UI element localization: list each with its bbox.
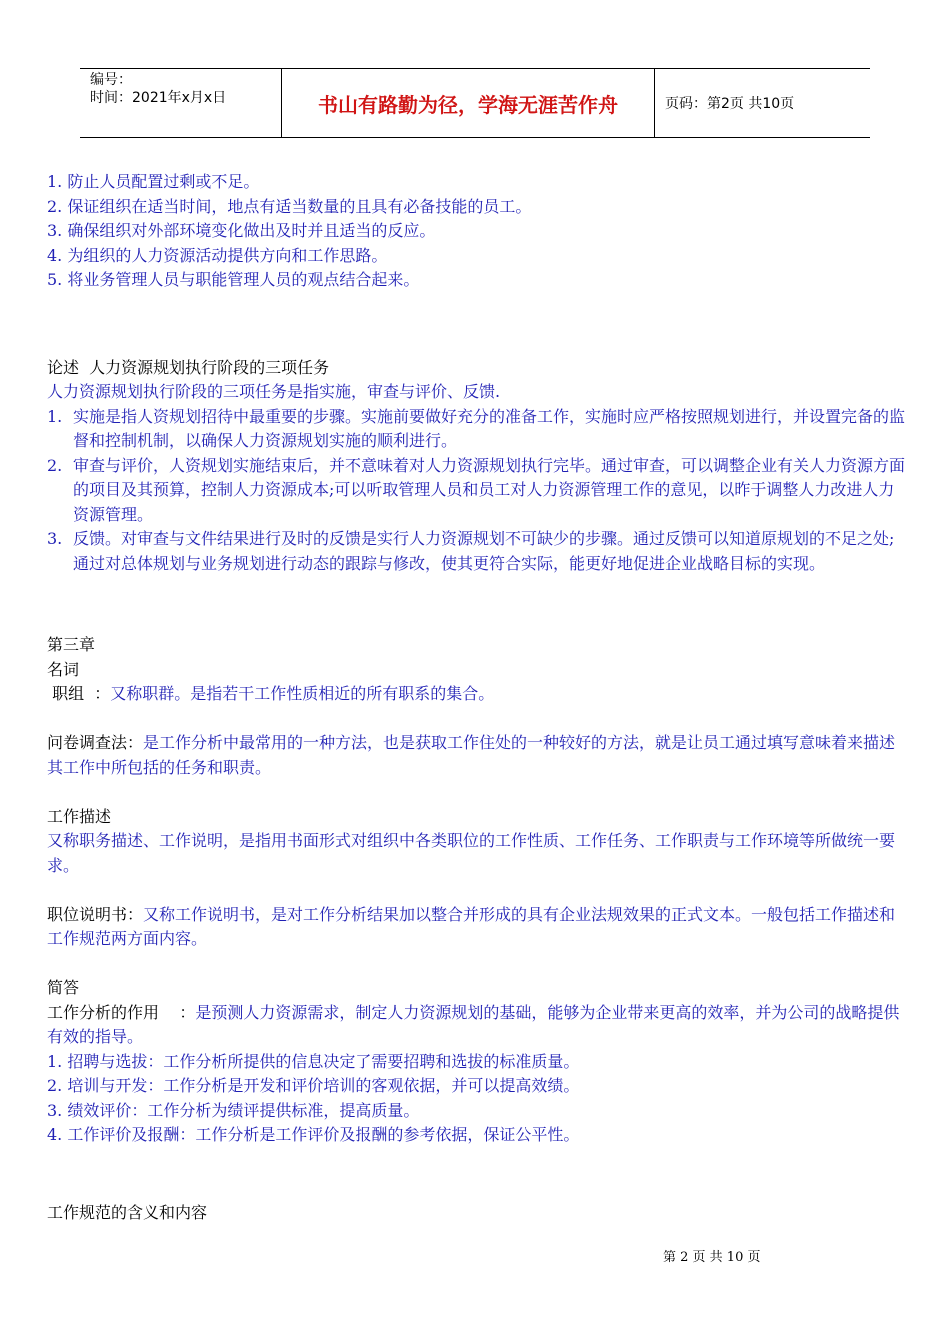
job-analysis-role: [47, 1001, 905, 1050]
term-questionnaire: [47, 731, 905, 780]
list-item: 1. 招聘与选拔：工作分析所提供的信息决定了需要招聘和选拔的标准质量。: [47, 1051, 580, 1071]
essay-task-list: [47, 405, 905, 577]
list-item: 3. 确保组织对外部环境变化做出及时并且适当的反应。: [47, 221, 436, 240]
list-item: [47, 405, 905, 454]
list-item: 1. 防止人员配置过剩或不足。: [47, 172, 260, 191]
item-number: 2.: [47, 455, 63, 475]
term-definition: 是工作分析中最常用的一种方法，也是获取工作住处的一种较好的方法，就是让员工通过填写意味着来描述其工作中所包括的任务和职责。: [47, 733, 896, 777]
motto-text: 书山有路勤为径，学海无涯苦作舟: [318, 92, 618, 117]
header-left-cell: [80, 69, 282, 137]
role-list: [47, 1050, 905, 1148]
header-page-cell: [655, 69, 870, 137]
list-item: 4. 为组织的人力资源活动提供方向和工作思路。: [47, 245, 388, 265]
item-text: 审查与评价，人资规划实施结束后，并不意味着对人力资源规划执行完毕。通过审查，可以调整企业有关人力资源方面的项目及其预算，控制人力资源成本;可以听取管理人员和员工对人力资源管理工作的意见，以昨于调整人力改进人力资源管理。: [73, 455, 906, 524]
list-item: 4. 工作评价及报酬：工作分析是工作评价及报酬的参考依据，保证公平性。: [47, 1125, 580, 1144]
item-text: 反馈。对审查与文件结果进行及时的反馈是实行人力资源规划不可缺少的步骤。通过反馈可以知道原规划的不足之处;通过对总体规划与业务规划进行动态的跟踪与修改，使其更符合实际，能更好地促进企业战略目标的实现。: [73, 529, 895, 573]
list-item: [47, 454, 905, 528]
list-item: 3. 绩效评价：工作分析为绩评提供标准，提高质量。: [47, 1100, 420, 1120]
role-definition: 是预测人力资源需求，制定人力资源规划的基础，能够为企业带来更高的效率，并为公司的战略提供有效的指导。: [47, 1002, 900, 1046]
term-label: 职组 ：: [47, 684, 111, 703]
item-number: 1.: [47, 406, 63, 426]
term-definition: 又称职群。是指若干工作性质相近的所有职系的集合。: [110, 684, 495, 703]
purpose-list: [47, 170, 905, 293]
list-item: 2. 保证组织在适当时间，地点有适当数量的且具有必备技能的员工。: [47, 196, 532, 216]
header-motto-cell: [282, 69, 655, 137]
short-answer-heading: 简答: [47, 978, 80, 997]
term-definition: 又称工作说明书，是对工作分析结果加以整合并形成的具有企业法规效果的正式文本。一般包括工作描述和工作规范两方面内容。: [47, 904, 896, 948]
term-job-description: [47, 805, 905, 879]
item-text: 实施是指人资规划招待中最重要的步骤。实施前要做好充分的准备工作，实施时应严格按照规划进行，并设置完备的监督和控制机制，以确保人力资源规划实施的顺利进行。: [73, 406, 906, 450]
number-label: 编号：: [90, 72, 132, 88]
list-item: [47, 527, 905, 576]
term-label: 工作描述: [47, 806, 112, 826]
date-label: 时间：2021年x月x日: [90, 90, 227, 106]
role-label: 工作分析的作用 ：: [47, 1002, 196, 1022]
term-definition: 又称职务描述、工作说明，是指用书面形式对组织中各类职位的工作性质、工作任务、工作职责与工作环境等所做统一要求。: [47, 831, 896, 875]
chapter-title: 第三章: [47, 635, 96, 654]
document-body: [47, 170, 905, 1225]
spec-heading: 工作规范的含义和内容: [47, 1202, 208, 1222]
page-header: [80, 68, 870, 138]
term-label: 问卷调查法：: [47, 733, 144, 752]
terms-heading: 名词: [47, 659, 80, 679]
page-footer: 第 2 页 共 10 页: [663, 1250, 761, 1265]
term-zhizu: [47, 682, 905, 707]
term-label: 职位说明书：: [47, 904, 144, 924]
list-item: 2. 培训与开发：工作分析是开发和评价培训的客观依据，并可以提高效绩。: [47, 1076, 580, 1095]
term-position-manual: [47, 903, 905, 952]
page-info: 页码：第2页 共10页: [665, 96, 795, 112]
essay-intro: 人力资源规划执行阶段的三项任务是指实施，审查与评价、反馈.: [47, 382, 501, 401]
item-number: 3.: [47, 529, 63, 548]
list-item: 5. 将业务管理人员与职能管理人员的观点结合起来。: [47, 270, 420, 289]
essay-title: 论述 人力资源规划执行阶段的三项任务: [47, 357, 330, 377]
